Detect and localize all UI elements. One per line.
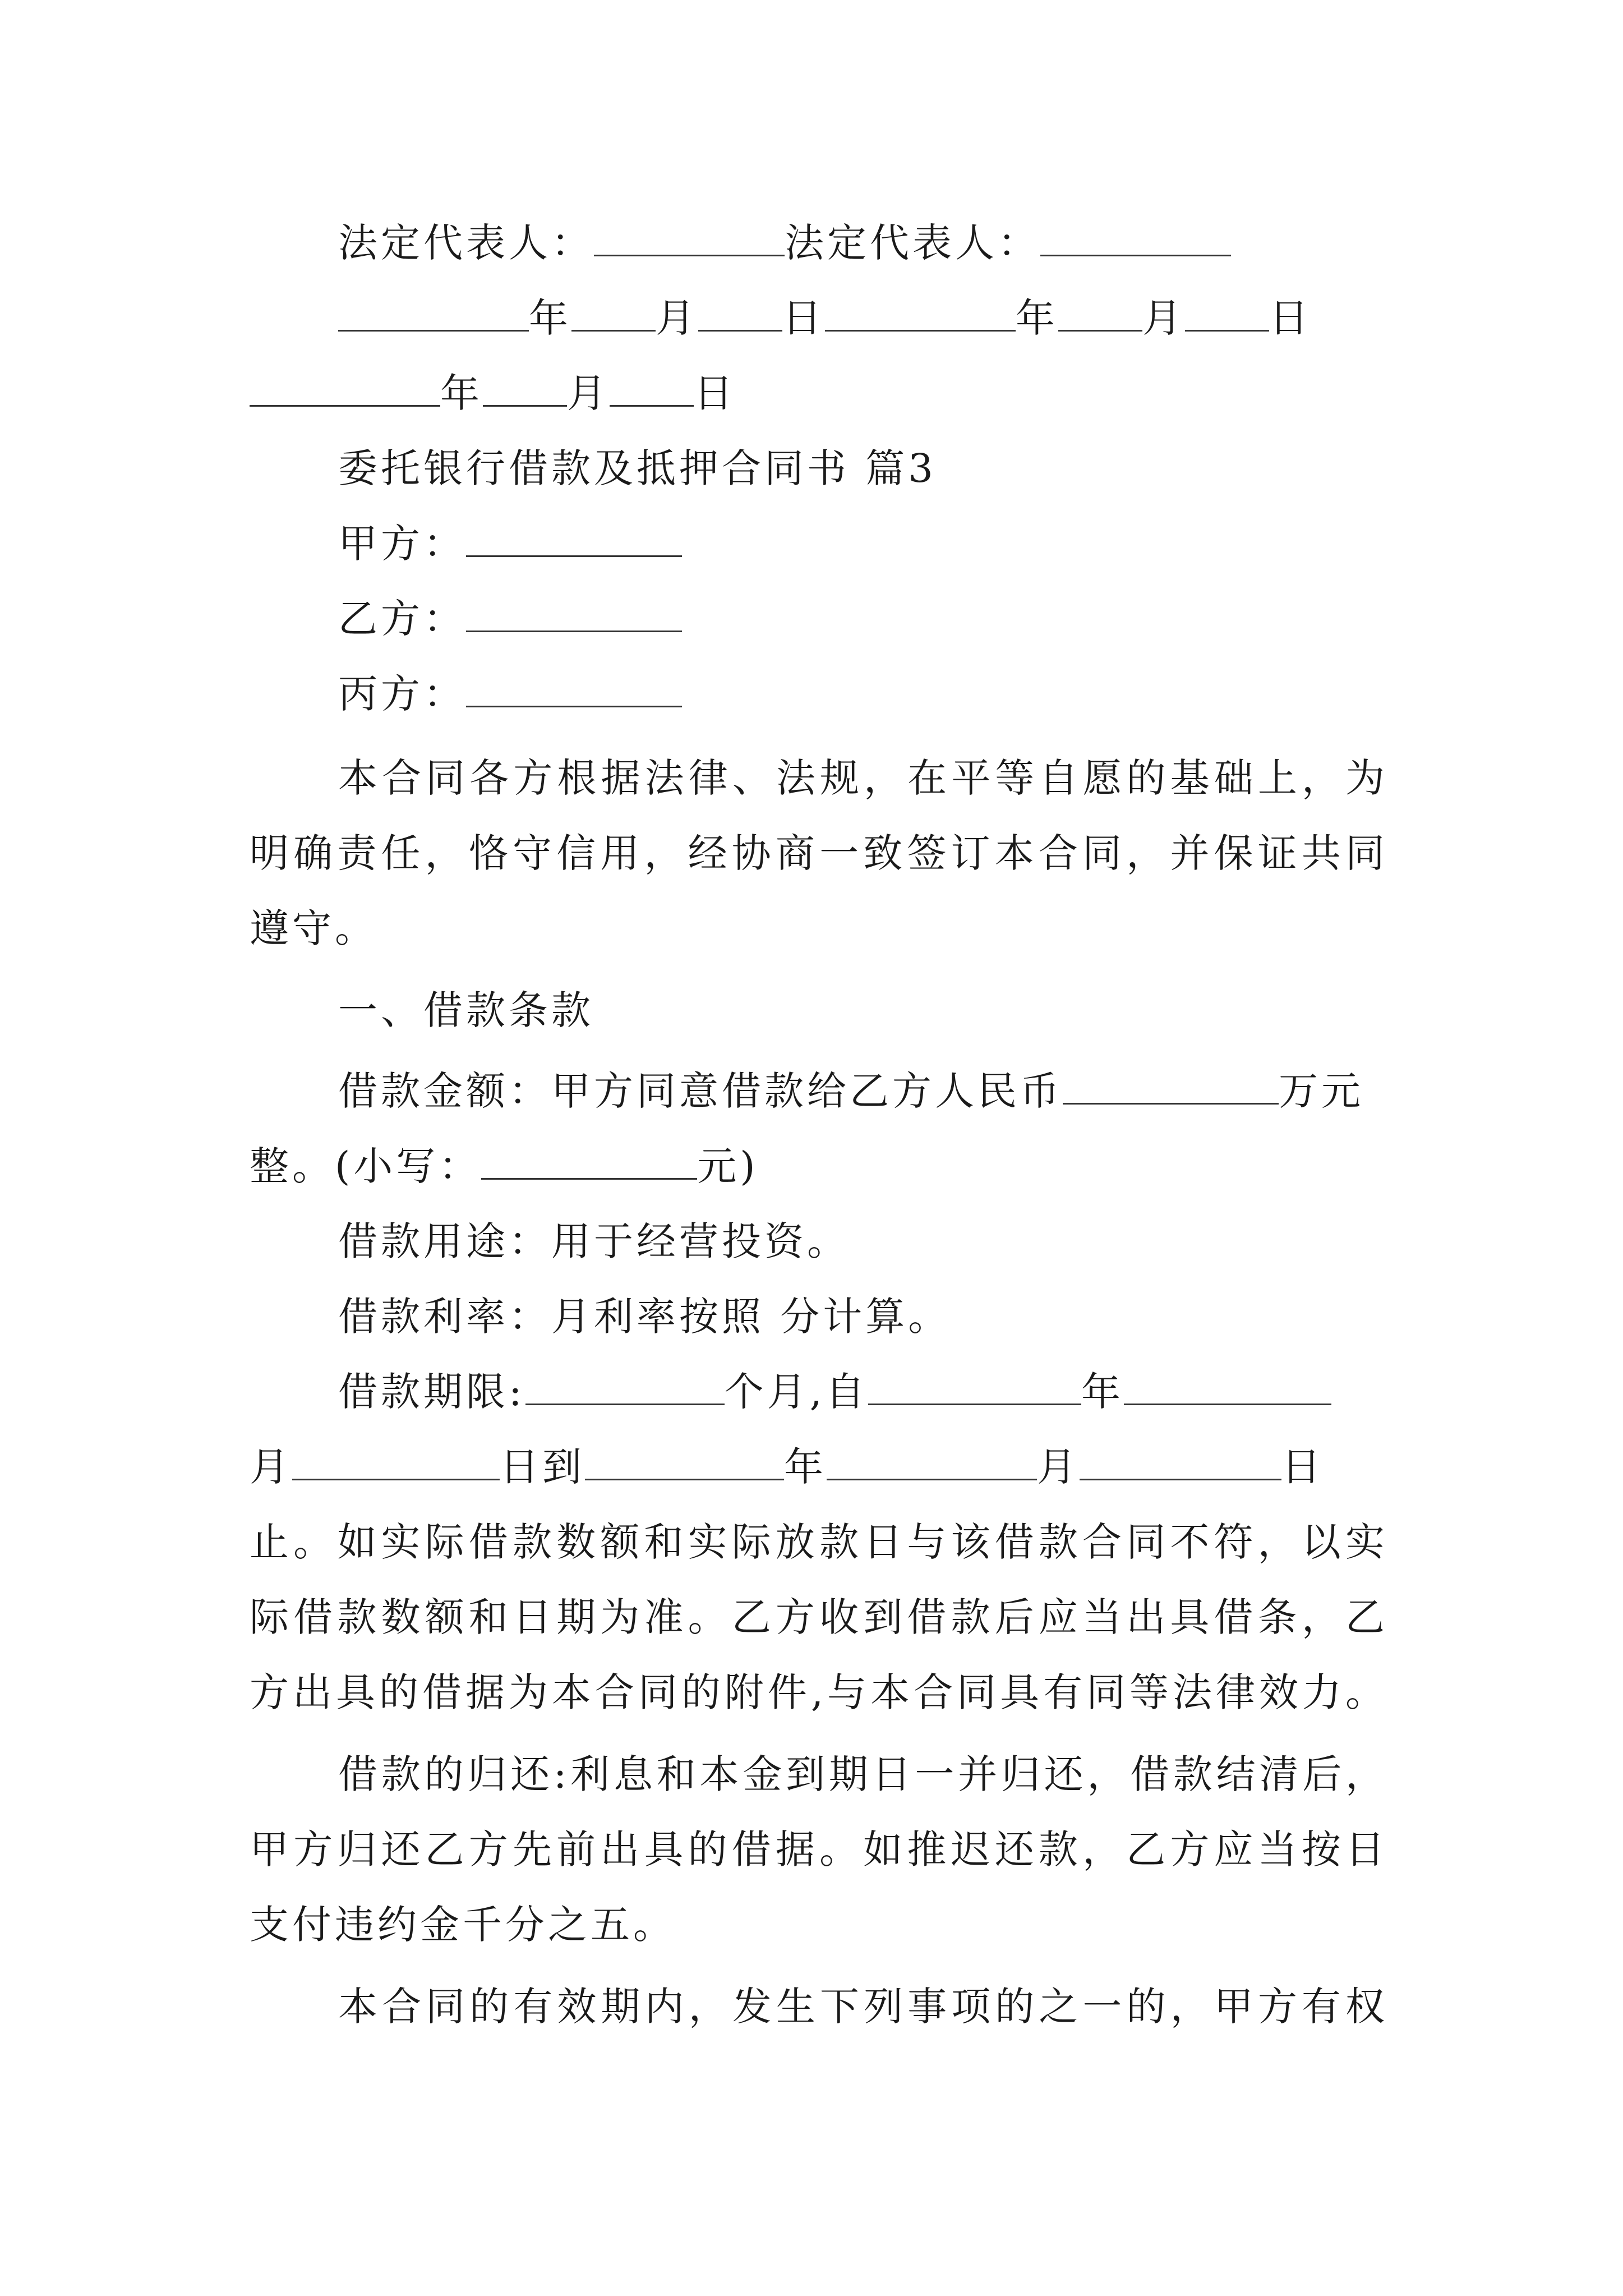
rep-label-2: 法定代表人： — [785, 220, 1040, 266]
month-label: 月 — [567, 370, 610, 416]
year-label: 年 — [1081, 1369, 1124, 1415]
return-line-1: 借款的归还:利息和本金到期日一并归还，借款结清后， — [338, 1751, 1388, 1797]
date-blank — [610, 370, 694, 407]
day-label: 日 — [694, 370, 736, 416]
validity-line-1: 本合同的有效期内，发生下列事项的之一的，甲方有权 — [338, 1984, 1388, 2030]
term-blank — [1124, 1369, 1331, 1405]
signature-rep-line — [250, 218, 1388, 268]
term-blank — [1080, 1444, 1281, 1480]
day-label: 日 — [1269, 295, 1312, 341]
month-label: 月 — [1037, 1444, 1080, 1490]
amount-blank — [1063, 1068, 1279, 1105]
month-label: 月 — [1142, 295, 1185, 341]
term-label: 借款期限: — [338, 1369, 525, 1415]
signature-date-line-2 — [250, 368, 1388, 418]
date-blank — [1058, 295, 1142, 332]
term-blank — [868, 1369, 1081, 1405]
rep-blank-2 — [1040, 220, 1231, 256]
amount-line-1 — [250, 1066, 1388, 1116]
party-yi-blank — [466, 596, 682, 632]
rate-line: 借款利率：月利率按照 分计算。 — [338, 1294, 951, 1340]
return-line-3: 支付违约金千分之五。 — [250, 1902, 676, 1948]
purpose-line: 借款用途：用于经营投资。 — [338, 1218, 850, 1264]
term-line-5: 方出具的借据为本合同的附件,与本合同具有同等法律效力。 — [250, 1669, 1388, 1715]
date-blank — [338, 295, 529, 332]
year-label: 年 — [1016, 295, 1058, 341]
date-blank — [483, 370, 567, 407]
amount-lower-blank — [481, 1143, 697, 1180]
month-label: 月 — [656, 295, 698, 341]
day-label: 日 — [782, 295, 825, 341]
rep-label-1: 法定代表人： — [338, 220, 594, 266]
term-line-3: 止。如实际借款数额和实际放款日与该借款合同不符，以实 — [250, 1519, 1388, 1565]
intro-line-1: 本合同各方根据法律、法规，在平等自愿的基础上，为 — [338, 755, 1388, 801]
term-line-4: 际借款数额和日期为准。乙方收到借款后应当出具借条，乙 — [250, 1594, 1388, 1640]
rep-blank-1 — [594, 220, 785, 256]
amount-lower-label: 整。(小写： — [250, 1143, 482, 1189]
year-label: 年 — [529, 295, 571, 341]
term-line-2 — [250, 1442, 1388, 1492]
amount-line-2 — [250, 1141, 1388, 1191]
party-bing-blank — [466, 671, 682, 707]
term-blank — [585, 1444, 784, 1480]
return-line-2: 甲方归还乙方先前出具的借据。如推迟还款，乙方应当按日 — [250, 1826, 1388, 1872]
term-line-1 — [250, 1366, 1388, 1417]
date-blank — [698, 295, 782, 332]
date-blank — [571, 295, 656, 332]
party-jia-blank — [466, 521, 682, 557]
year-label: 年 — [784, 1444, 827, 1490]
date-blank — [250, 370, 440, 407]
month-label: 月 — [250, 1444, 292, 1490]
party-bing-line — [250, 669, 1388, 719]
term-blank — [292, 1444, 500, 1480]
amount-unit: 万元 — [1279, 1068, 1364, 1114]
day-label: 日 — [1281, 1444, 1324, 1490]
party-bing-label: 丙方： — [338, 671, 466, 717]
amount-text: 借款金额：甲方同意借款给乙方人民币 — [338, 1068, 1063, 1114]
date-blank — [1185, 295, 1269, 332]
year-label: 年 — [440, 370, 483, 416]
clause-heading: 一、借款条款 — [338, 987, 594, 1033]
section-title: 委托银行借款及抵押合同书 篇3 — [338, 445, 937, 491]
term-blank — [827, 1444, 1037, 1480]
date-blank — [825, 295, 1016, 332]
intro-line-3: 遵守。 — [250, 905, 377, 951]
term-months-blank — [525, 1369, 725, 1405]
amount-lower-unit: 元) — [697, 1143, 759, 1189]
term-to-text: 日到 — [500, 1444, 585, 1490]
party-yi-line — [250, 593, 1388, 644]
term-months-text: 个月,自 — [724, 1369, 868, 1415]
intro-line-2: 明确责任，恪守信用，经协商一致签订本合同，并保证共同 — [250, 830, 1388, 876]
signature-date-line-1 — [250, 293, 1388, 343]
party-jia-line — [250, 518, 1388, 569]
party-jia-label: 甲方： — [338, 521, 466, 567]
party-yi-label: 乙方： — [338, 596, 466, 642]
